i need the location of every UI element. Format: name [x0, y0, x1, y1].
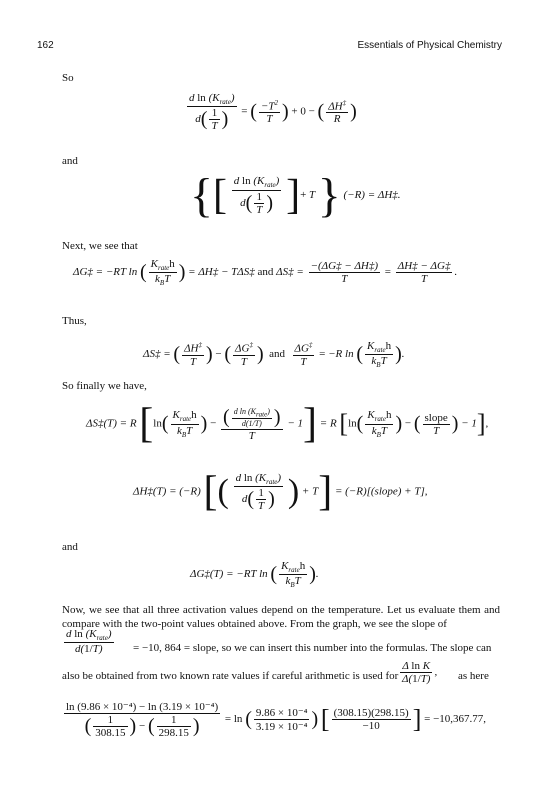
running-header [37, 40, 502, 56]
book-title: Essentials of Physical Chemistry [357, 40, 502, 51]
eq8-temp-2: 298.15 [158, 727, 189, 739]
eq7-part-a: ΔG‡(T) = −RT ln [190, 568, 268, 581]
paragraph-3-end: as here [458, 670, 489, 682]
eq8-numerator: ln (9.86 × 10⁻⁴) − ln (3.19 × 10⁻⁴) [66, 701, 219, 713]
text-thus: Thus, [62, 315, 87, 327]
eq3-part-a: ΔG‡ = −RT ln [73, 266, 138, 279]
eq5-slope: slope [424, 411, 448, 424]
eq8-product: (308.15)(298.15) [333, 707, 409, 719]
eq5-part-a: ΔS‡(T) = R [86, 417, 137, 430]
eq5-part-e: − 1 [461, 417, 477, 430]
eq5-part-b: − 1 [287, 417, 304, 430]
eq4-part-a: ΔS‡ = [143, 348, 171, 361]
equation-5: ΔS‡(T) = R [ln( $\frac{K_{rate}h}{k_BT}$ ) − ( $\frac{d \ln (K_{rate})}{d(1/T)}$ ) T − 1] = R [ln( $\frac{K_{rate}h}{k_BT}$ ) − ( $\frac{\text{slope}}{T}$ ) − 1], [86, 401, 489, 447]
inline-ratio: $\frac{\text{Δ ln K}}{\Delta(1/T)}$ , [402, 660, 438, 685]
eq8-rate-1: 9.86 × 10⁻⁴ [255, 707, 308, 719]
eq5-part-c: = R [319, 417, 337, 430]
equation-7: ΔG‡(T) = −RT ln ( $\frac{K_{rate}h}{k_BT}$ ). [190, 560, 319, 590]
equation-8: ln (9.86 × 10⁻⁴) − ln (3.19 × 10⁻⁴) ( $\frac{1}{308.15}$ ) − ( $\frac{1}{298.15}$ ) = ln ( $\frac{\text{9.86 × 10⁻⁴}}{\text{3.19 × 10⁻⁴}}$ ) [ $\frac{(308.15)(298.15)}{-10}$ ] = −10,367.77, [66, 701, 487, 739]
eq8-part-d: = ln [224, 713, 243, 726]
eq8-rate-2: 3.19 × 10⁻⁴ [255, 721, 308, 733]
equation-6: ΔH‡(T) = (−R) [( d $\ln (K_{rate})$ d( $\frac{1}{T}$ ) ) + T] = (−R)[(slope) + T], [133, 469, 428, 515]
text-finally: So finally we have, [62, 380, 147, 392]
equation-4: ΔS‡ = ( $\frac{\Delta H^\ddagger}{T}$ ) − ( $\frac{\Delta G^\ddagger}{T}$ ) and $\frac{\Delta G^\ddagger}{T}$ = −R ln ( $\frac{K_{rate}h}{k_BT}$ ). [143, 340, 405, 370]
text-so: So [62, 72, 74, 84]
eq2-rhs: (−R) = ΔH‡. [343, 189, 401, 202]
inline-derivative: $\frac{d \ln (K_{rate})}{d(1/T)}$ [66, 628, 112, 656]
eq8-result: = −10,367.77, [424, 713, 487, 726]
text-and-1: and [62, 155, 78, 167]
eq3-numerator-2: ΔH‡ − ΔG‡ [397, 260, 451, 273]
eq8-temp-1: 308.15 [95, 727, 126, 739]
equation-1: d $\ln (K_{rate})$ d( $\frac{1}{T}$ ) = ( $\frac{-T^2}{T}$ ) + 0 − ( $\frac{\Delta H^\ddagger}{R}$ ) [189, 92, 357, 133]
paragraph-1: Now, we see that all three activation values depend on the temperature. Let us evaluate them and compare with the two-point values obtained above. From the graph, we see the slope of [62, 604, 500, 630]
eq1-mid: + 0 − [291, 105, 315, 118]
text-and-2: and [62, 541, 78, 553]
eq4-and: and [269, 348, 285, 361]
eq6-part-c: = (−R)[(slope) + T], [334, 485, 428, 498]
eq8-diff: −10 [362, 720, 380, 732]
eq6-part-b: + T [301, 485, 319, 498]
eq3-part-c: ΔS‡ = [276, 266, 304, 279]
equation-2: {[ d $\ln (K_{rate})$ d( $\frac{1}{T}$ ) ]+ T } (−R) = ΔH‡. [190, 169, 401, 222]
paragraph-3: also be obtained from two known rate values if careful arithmetic is used for [62, 670, 399, 682]
eq3-and: and [257, 266, 274, 279]
eq3-part-b: = ΔH‡ − TΔS‡ [188, 266, 255, 279]
eq3-numerator: −(ΔG‡ − ΔH‡) [310, 260, 379, 273]
page-number: 162 [37, 40, 54, 51]
eq6-part-a: ΔH‡(T) = (−R) [133, 485, 201, 498]
text-next: Next, we see that [62, 240, 138, 252]
eq4-part-b: −R ln [328, 348, 354, 361]
equation-3: ΔG‡ = −RT ln ( $\frac{K_{rate}h}{k_BT}$ ) = ΔH‡ − TΔS‡ and ΔS‡ = $\frac{-(\Delta G\ddagger - \Delta H\ddagger)}{T}$ = $\frac{\Delta H\ddagger - \Delta G\ddagger}{T}$ . [73, 258, 458, 288]
paragraph-2: = −10, 864 = slope, so we can insert this number into the formulas. The slope can [133, 642, 492, 654]
